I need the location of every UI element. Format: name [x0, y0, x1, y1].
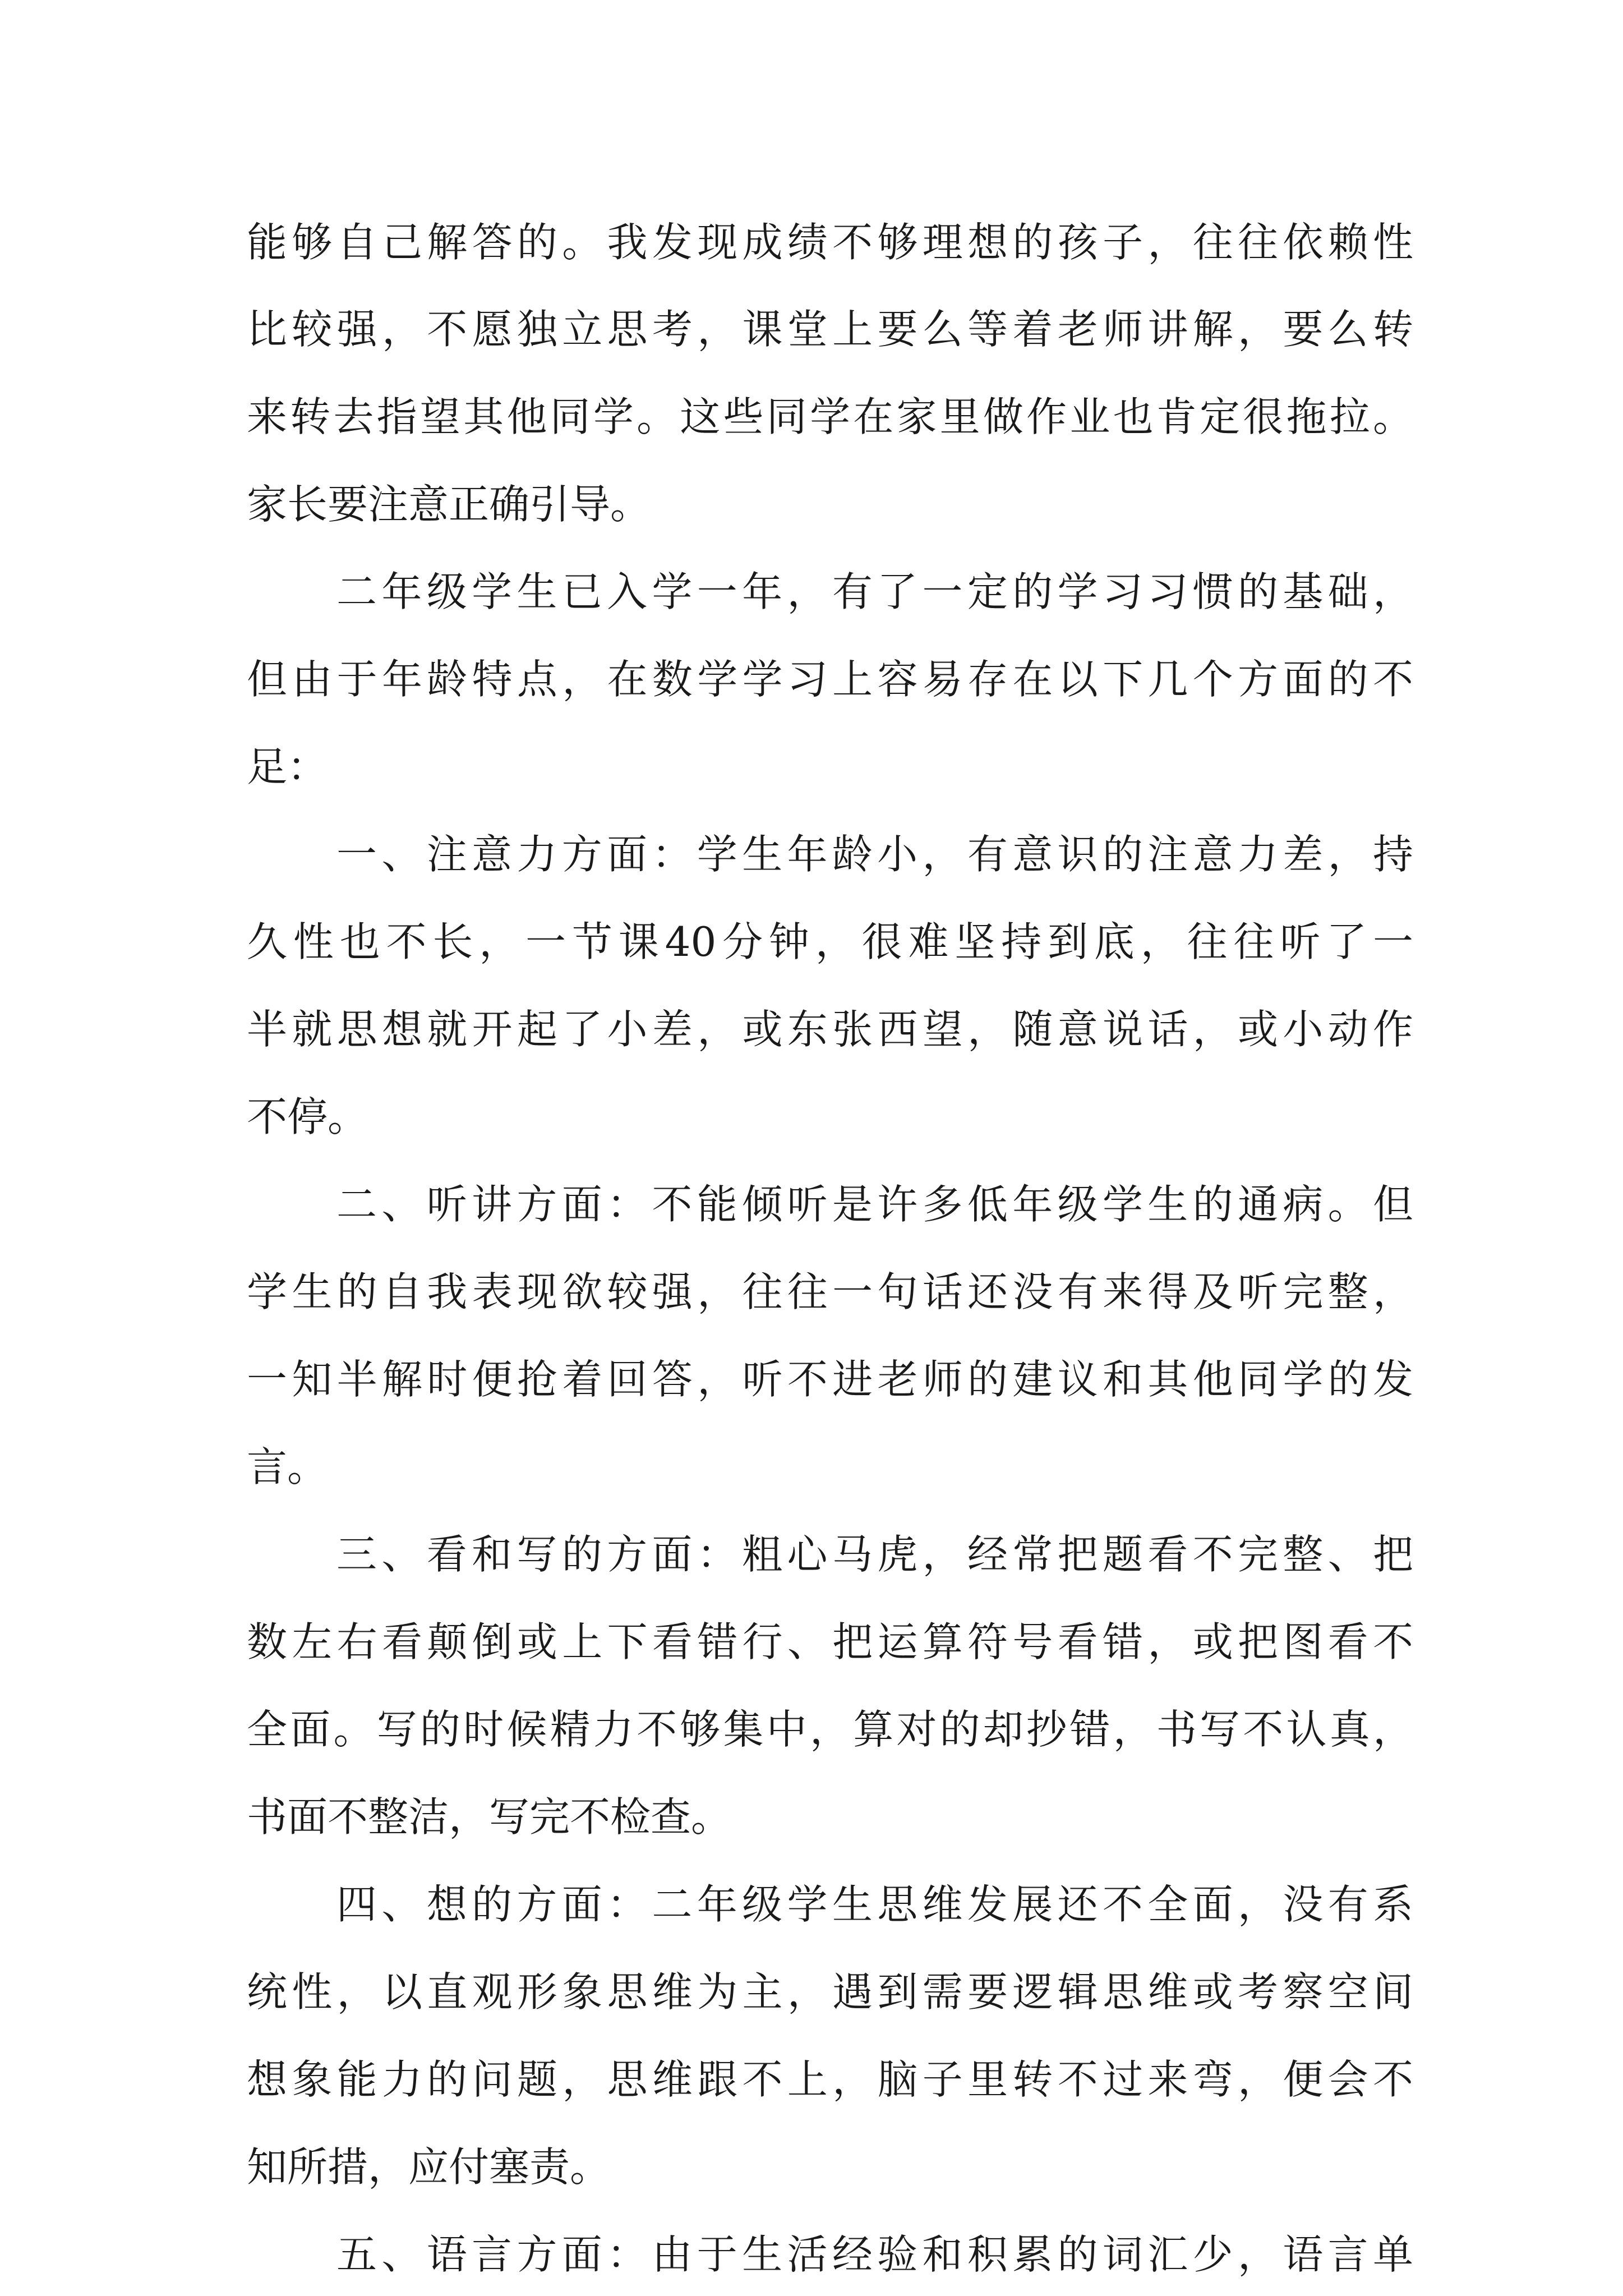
text-line: 足：: [247, 743, 328, 790]
paragraph-first-line: 二、听讲方面：不能倾听是许多低年级学生的通病。但: [336, 1181, 1413, 1228]
paragraph-first-line: 三、看和写的方面：粗心马虎，经常把题看不完整、把: [336, 1531, 1413, 1578]
text-line: 知所措，应付塞责。: [247, 2143, 611, 2191]
text-line: 不停。: [247, 1093, 368, 1140]
text-line: 统性，以直观形象思维为主，遇到需要逻辑思维或考察空间: [247, 1968, 1413, 2016]
text-line: 但由于年龄特点，在数学学习上容易存在以下几个方面的不: [247, 656, 1413, 703]
text-line: 来转去指望其他同学。这些同学在家里做作业也肯定很拖拉。: [247, 393, 1413, 440]
paragraph-first-line: 五、语言方面：由于生活经验和积累的词汇少，语言单: [336, 2231, 1413, 2278]
text-line: 学生的自我表现欲较强，往往一句话还没有来得及听完整，: [247, 1268, 1413, 1315]
text-line: 书面不整洁，写完不检查。: [247, 1793, 732, 1841]
text-line: 久性也不长，一节课40分钟，很难坚持到底，往往听了一: [247, 918, 1413, 965]
paragraph-first-line: 四、想的方面：二年级学生思维发展还不全面，没有系: [336, 1881, 1413, 1928]
paragraph-first-line: 一、注意力方面：学生年龄小，有意识的注意力差，持: [336, 831, 1413, 878]
text-line: 家长要注意正确引导。: [247, 481, 651, 528]
text-line: 能够自己解答的。我发现成绩不够理想的孩子，往往依赖性: [247, 219, 1413, 266]
text-line: 半就思想就开起了小差，或东张西望，随意说话，或小动作: [247, 1006, 1413, 1053]
text-line: 全面。写的时候精力不够集中，算对的却抄错，书写不认真，: [247, 1706, 1413, 1753]
text-line: 言。: [247, 1443, 328, 1490]
text-line: 数左右看颠倒或上下看错行、把运算符号看错，或把图看不: [247, 1618, 1413, 1665]
text-line: 比较强，不愿独立思考，课堂上要么等着老师讲解，要么转: [247, 306, 1413, 353]
text-line: 想象能力的问题，思维跟不上，脑子里转不过来弯，便会不: [247, 2056, 1413, 2103]
text-line: 一知半解时便抢着回答，听不进老师的建议和其他同学的发: [247, 1356, 1413, 1403]
paragraph-first-line: 二年级学生已入学一年，有了一定的学习习惯的基础，: [336, 568, 1413, 615]
